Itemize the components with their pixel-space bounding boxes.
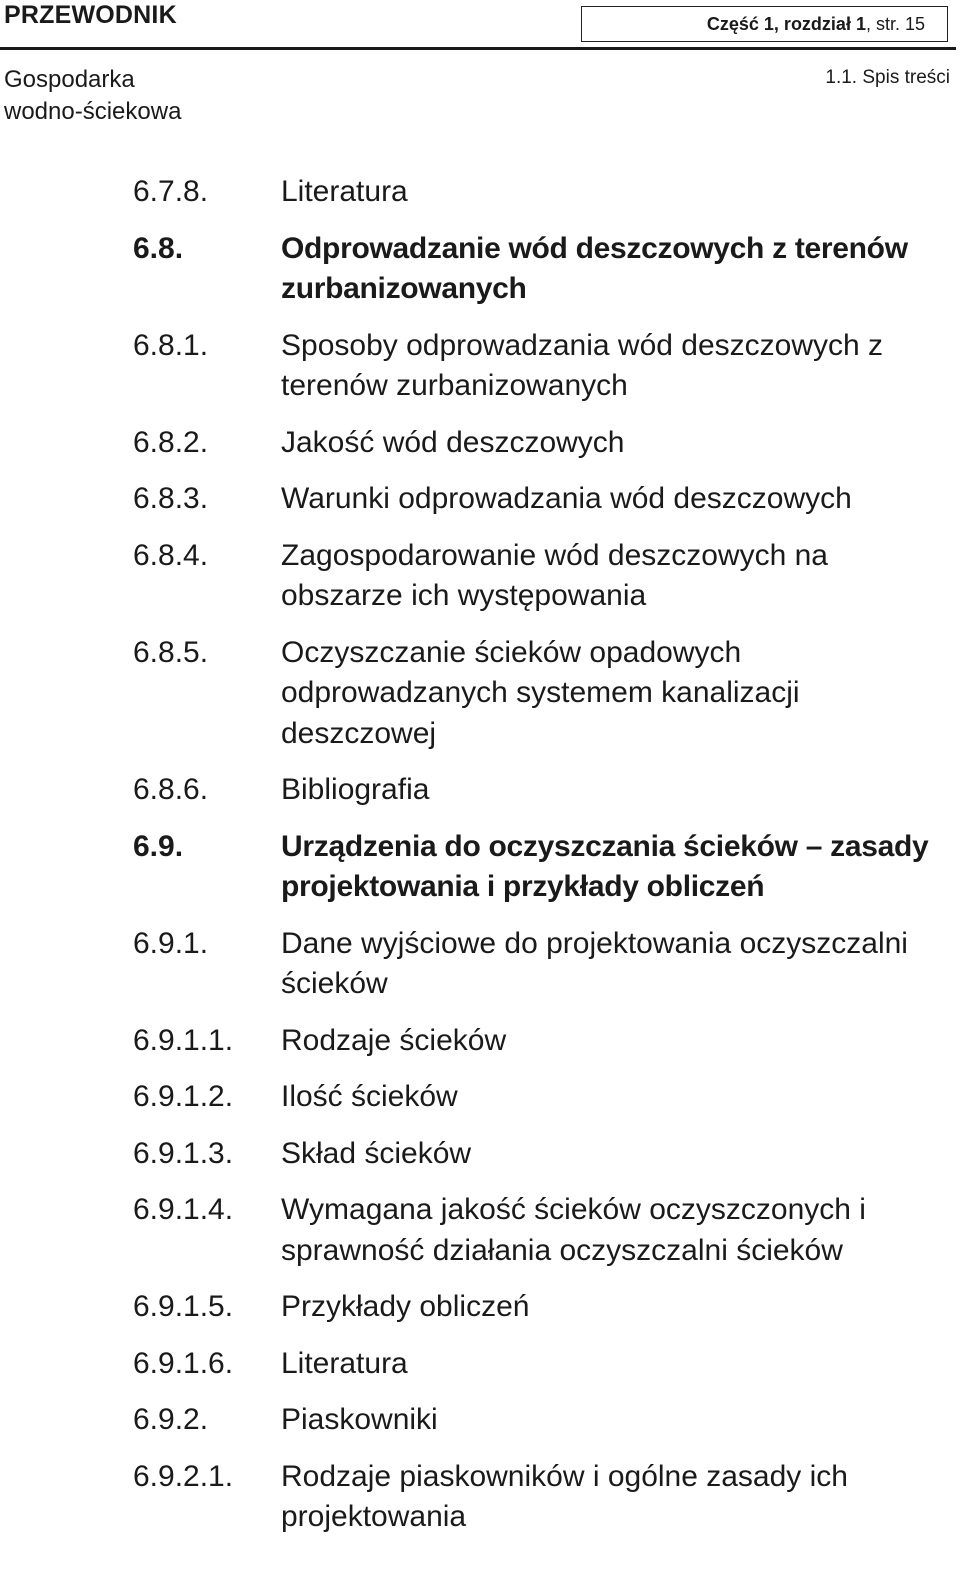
toc-entry xyxy=(133,536,948,617)
toc-entry-number: 6.7.8. xyxy=(133,175,209,208)
toc-entry-title: Urządzenia do oczyszczania ścieków – zasady projektowania i przykłady obliczeń xyxy=(281,829,929,903)
toc-entry xyxy=(133,1457,948,1538)
toc-entry-title: Bibliografia xyxy=(281,773,430,806)
toc-entry-number: 6.8.4. xyxy=(133,538,209,572)
toc-entry xyxy=(133,1400,948,1441)
toc-entry-title: Wymagana jakość ścieków oczyszczonych i sprawność działania oczyszczalni ścieków xyxy=(281,1193,866,1267)
toc-entry-title: Literatura xyxy=(281,1346,408,1380)
toc-entry xyxy=(133,633,948,755)
toc-entry xyxy=(133,924,948,1005)
toc-entry xyxy=(133,326,948,407)
toc-entry-number: 6.9.2. xyxy=(133,1403,209,1436)
toc-entry-title: Rodzaje ścieków xyxy=(281,1023,507,1057)
toc-entry xyxy=(133,479,948,520)
toc-entry-title: Ilość ścieków xyxy=(281,1080,458,1113)
toc-entry-number: 6.8. xyxy=(133,231,184,265)
section-reference: 1.1. Spis treści xyxy=(825,67,950,88)
toc-entry-number: 6.9.1.6. xyxy=(133,1346,234,1380)
toc-entry-title: Sposoby odprowadzania wód deszczowych z terenów zurbanizowanych xyxy=(281,328,884,402)
subject-title xyxy=(4,64,181,128)
part-chapter-label: Część 1, rozdział 1 xyxy=(706,14,866,34)
toc-entry xyxy=(133,1077,948,1118)
toc-entry xyxy=(133,229,948,310)
toc-entry-number: 6.9.1.4. xyxy=(133,1193,234,1226)
toc-entry-number: 6.9.1. xyxy=(133,926,209,960)
page-number-label: , str. 15 xyxy=(865,14,925,34)
toc-entry xyxy=(133,1344,948,1385)
toc-entry xyxy=(133,770,948,811)
toc-entry-number: 6.8.1. xyxy=(133,328,209,362)
toc-entry xyxy=(133,827,948,908)
toc-entry-title: Piaskowniki xyxy=(281,1403,438,1436)
toc-entry-title: Zagospodarowanie wód deszczowych na obszarze ich występowania xyxy=(281,538,828,612)
toc-entry-number: 6.8.3. xyxy=(133,482,209,515)
toc-entry-number: 6.9.1.1. xyxy=(133,1023,234,1057)
header-rule xyxy=(0,47,956,50)
toc-entry-title: Przykłady obliczeń xyxy=(281,1290,530,1323)
toc-entry xyxy=(133,423,948,464)
toc-entry xyxy=(133,1190,948,1271)
toc-entry-title: Dane wyjściowe do projektowania oczyszczalni ścieków xyxy=(281,926,908,1000)
toc-entry xyxy=(133,1021,948,1062)
subject-line: wodno-ściekowa xyxy=(4,98,182,125)
toc-entry-title: Jakość wód deszczowych xyxy=(281,425,625,459)
toc-entry-title: Oczyszczanie ścieków opadowych odprowadzanych systemem kanalizacji deszczowej xyxy=(281,635,800,750)
toc-entry-title: Warunki odprowadzania wód deszczowych xyxy=(281,482,852,515)
toc-entry-number: 6.9.1.5. xyxy=(133,1290,234,1323)
toc-entry-number: 6.9.1.2. xyxy=(133,1080,234,1113)
publication-title: PRZEWODNIK xyxy=(4,1,177,29)
toc-entry-number: 6.8.5. xyxy=(133,635,209,669)
toc-entry-number: 6.9.1.3. xyxy=(133,1136,234,1170)
toc-entry-number: 6.9. xyxy=(133,829,184,863)
toc-entry xyxy=(133,172,948,213)
toc-entry-title: Odprowadzanie wód deszczowych z terenów zurbanizowanych xyxy=(281,231,908,305)
toc-entry-number: 6.8.6. xyxy=(133,773,209,806)
subject-line: Gospodarka xyxy=(4,66,135,93)
table-of-contents xyxy=(133,172,948,1554)
toc-entry xyxy=(133,1287,948,1328)
toc-entry-title: Rodzaje piaskowników i ogólne zasady ich projektowania xyxy=(281,1459,848,1533)
toc-entry-number: 6.8.2. xyxy=(133,425,209,459)
chapter-page-reference xyxy=(581,6,948,42)
toc-entry-number: 6.9.2.1. xyxy=(133,1459,234,1493)
toc-entry xyxy=(133,1134,948,1175)
toc-entry-title: Literatura xyxy=(281,175,408,208)
toc-entry-title: Skład ścieków xyxy=(281,1136,472,1170)
